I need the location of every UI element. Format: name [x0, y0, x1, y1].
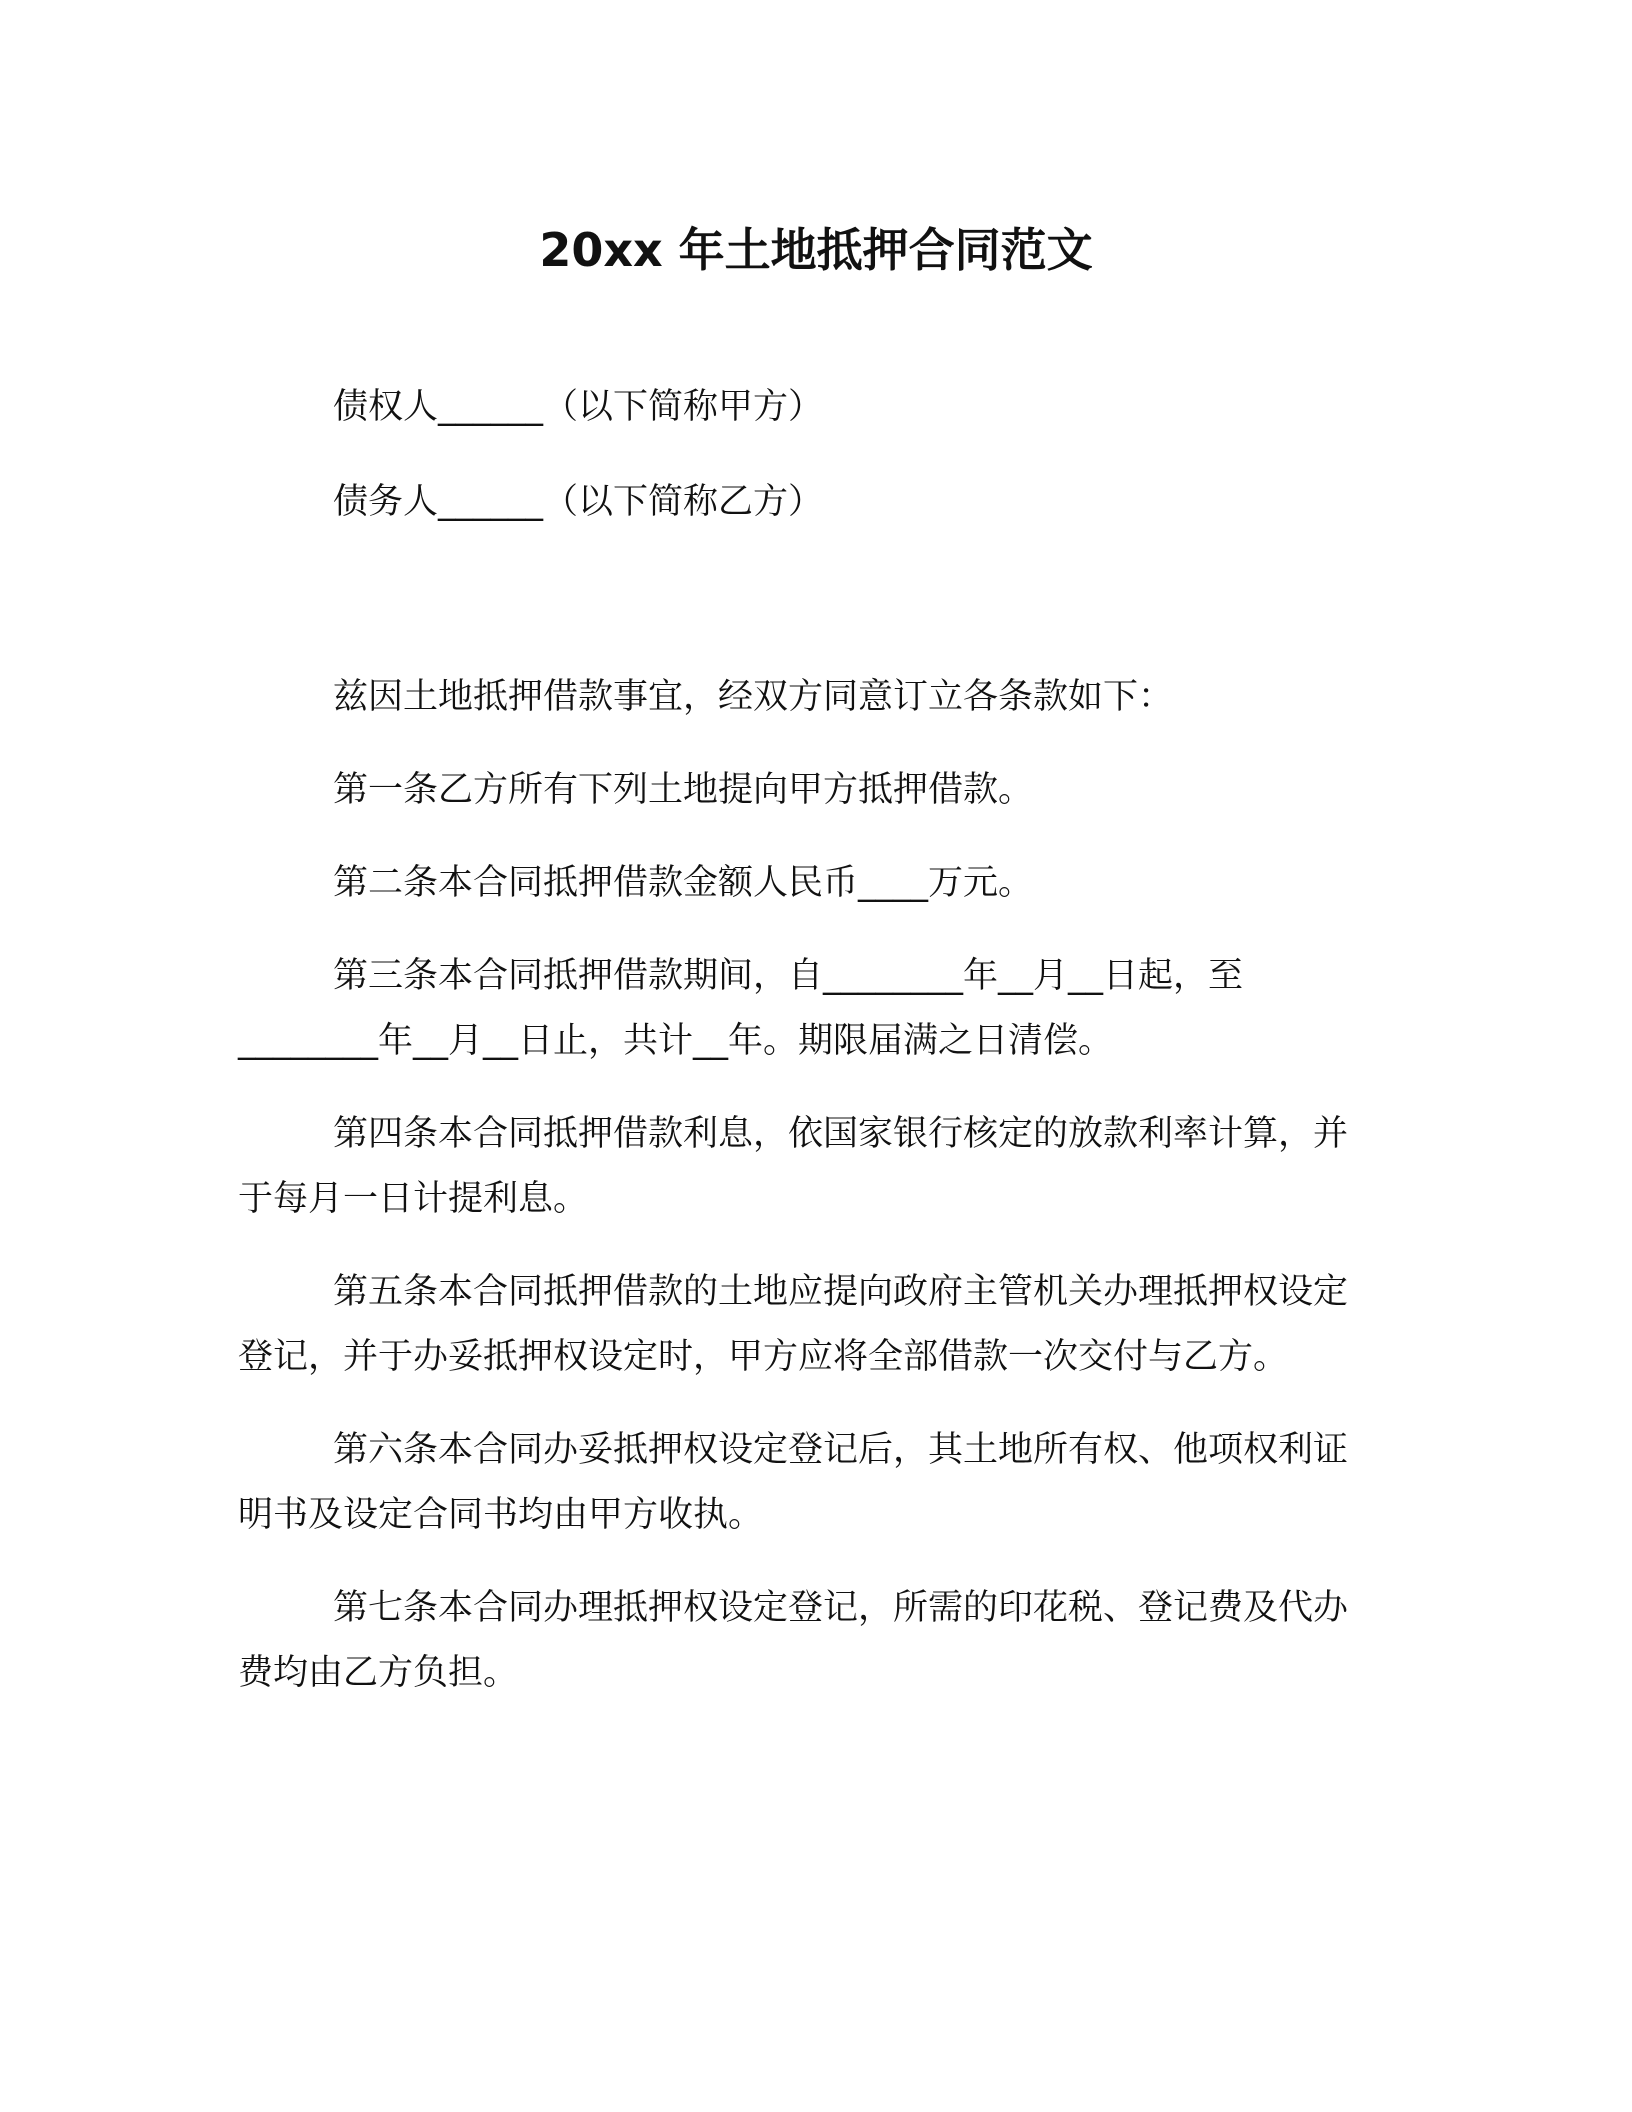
article-5: 第五条本合同抵押借款的土地应提向政府主管机关办理抵押权设定登记，并于办妥抵押权设定时，甲方应将全部借款一次交付与乙方。: [238, 1272, 1349, 1377]
debtor-line: 债务人______（以下简称乙方）: [333, 482, 824, 522]
article-4: 第四条本合同抵押借款利息，依国家银行核定的放款利率计算，并于每月一日计提利息。: [238, 1114, 1349, 1219]
article-3: 第三条本合同抵押借款期间，自________年__月__日起，至________年__月__日止，共计__年。期限届满之日清偿。: [238, 956, 1244, 1061]
intro-paragraph: 兹因土地抵押借款事宜，经双方同意订立各条款如下：: [333, 677, 1174, 717]
creditor-line: 债权人______（以下简称甲方）: [333, 387, 824, 427]
article-7: 第七条本合同办理抵押权设定登记，所需的印花税、登记费及代办费均由乙方负担。: [238, 1588, 1349, 1693]
contract-body: [238, 665, 1378, 1706]
article-6: 第六条本合同办妥抵押权设定登记后，其土地所有权、他项权利证明书及设定合同书均由甲方收执。: [238, 1430, 1349, 1535]
document-title: 20xx 年土地抵押合同范文: [539, 223, 1093, 277]
article-1: 第一条乙方所有下列土地提向甲方抵押借款。: [333, 770, 1034, 810]
article-2: 第二条本合同抵押借款金额人民币____万元。: [333, 863, 1034, 903]
